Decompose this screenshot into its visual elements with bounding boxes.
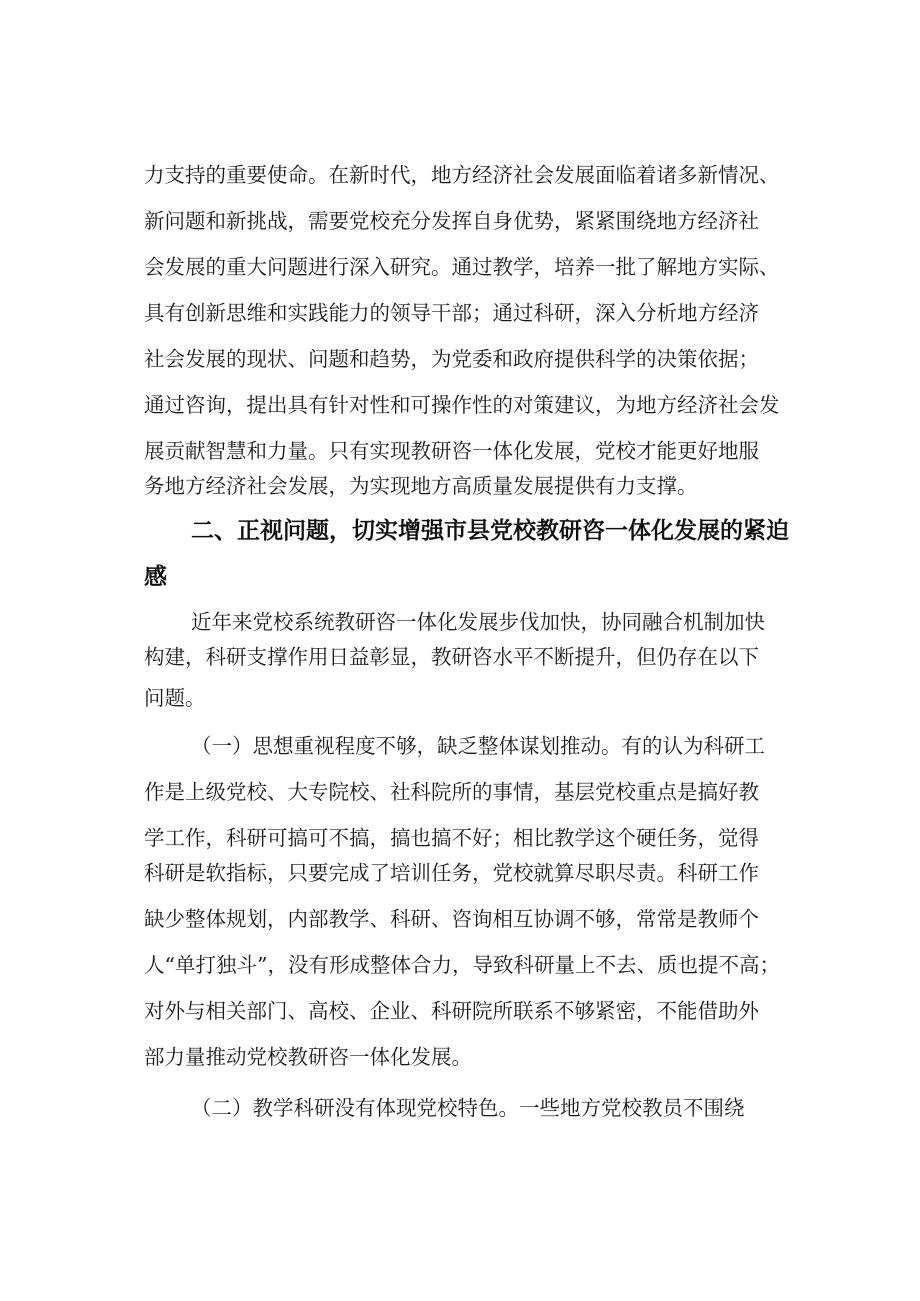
text-line: （一）思想重视程度不够，缺乏整体谋划推动。有的认为科研工 <box>191 734 765 758</box>
text-line: 部力量推动党校教研咨一体化发展。 <box>144 1045 472 1069</box>
text-line: （二）教学科研没有体现党校特色。一些地方党校教员不围绕 <box>191 1096 745 1120</box>
text-line: 具有创新思维和实践能力的领导干部；通过科研，深入分析地方经济 <box>144 301 759 325</box>
text-line: 通过咨询，提出具有针对性和可操作性的对策建议，为地方经济社会发 <box>144 393 780 417</box>
text-line: 构建，科研支撑作用日益彰显，教研咨水平不断提升，但仍存在以下 <box>144 645 759 669</box>
text-line: 科研是软指标，只要完成了培训任务，党校就算尽职尽责。科研工作 <box>144 861 759 885</box>
heading-line: 感 <box>144 564 167 590</box>
text-line: 近年来党校系统教研咨一体化发展步伐加快，协同融合机制加快 <box>191 610 765 634</box>
text-line: 对外与相关部门、高校、企业、科研院所联系不够紧密，不能借助外 <box>144 999 759 1023</box>
text-line: 社会发展的现状、问题和趋势，为党委和政府提供科学的决策依据； <box>144 347 759 371</box>
text-line: 务地方经济社会发展，为实现地方高质量发展提供有力支撑。 <box>144 474 698 498</box>
text-line: 缺少整体规划，内部教学、科研、咨询相互协调不够，常常是教师个 <box>144 907 759 931</box>
text-line: 力支持的重要使命。在新时代，地方经济社会发展面临着诸多新情况、 <box>144 163 780 187</box>
text-line: 问题。 <box>144 686 206 710</box>
text-line: 作是上级党校、大专院校、社科院所的事情，基层党校重点是搞好教 <box>144 780 759 804</box>
text-line: 会发展的重大问题进行深入研究。通过教学，培养一批了解地方实际、 <box>144 255 780 279</box>
text-line: 人“单打独斗”，没有形成整体合力，导致科研量上不去、质也提不高； <box>144 953 780 977</box>
text-line: 学工作，科研可搞可不搞，搞也搞不好；相比教学这个硬任务，觉得 <box>144 826 759 850</box>
heading-line: 二、正视问题，切实增强市县党校教研咨一体化发展的紧迫 <box>191 518 789 544</box>
text-line: 新问题和新挑战，需要党校充分发挥自身优势，紧紧围绕地方经济社 <box>144 209 759 233</box>
text-line: 展贡献智慧和力量。只有实现教研咨一体化发展，党校才能更好地服 <box>144 439 759 463</box>
